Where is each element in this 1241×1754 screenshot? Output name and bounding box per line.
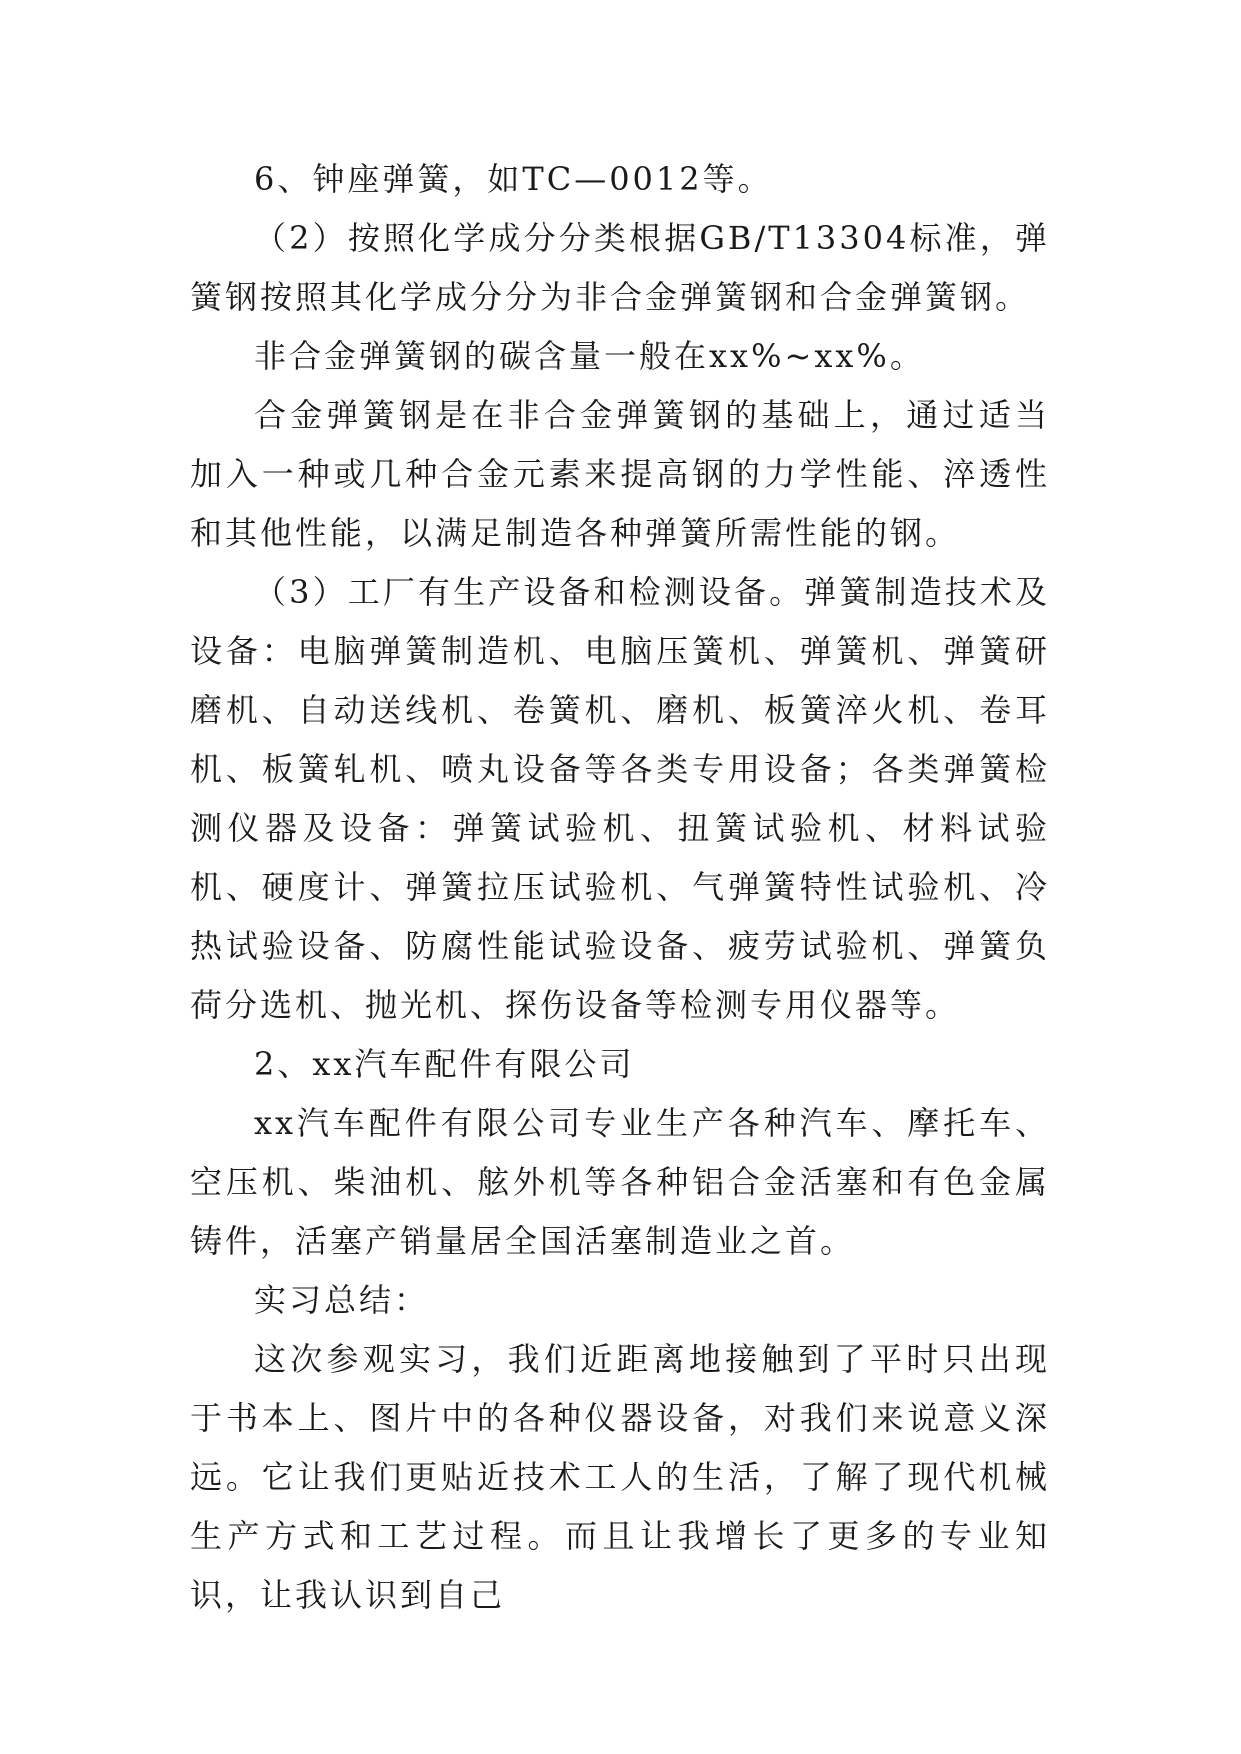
paragraph-alloy-spring-steel: 合金弹簧钢是在非合金弹簧钢的基础上，通过适当加入一种或几种合金元素来提高钢的力学性能、淬透性和其他性能，以满足制造各种弹簧所需性能的钢。	[190, 396, 1050, 552]
paragraph-spring-type-6: 6、钟座弹簧，如TC—0012等。	[254, 160, 773, 198]
paragraph-summary-text: 这次参观实习，我们近距离地接触到了平时只出现于书本上、图片中的各种仪器设备，对我们来说意义深远。它让我们更贴近技术工人的生活，了解了现代机械生产方式和工艺过程。而且让我增长了更多的专业知识，让我认识到自己	[190, 1340, 1050, 1614]
paragraph-chemical-classification: （2）按照化学成分分类根据GB/T13304标准，弹簧钢按照其化学成分分为非合金弹簧钢和合金弹簧钢。	[190, 219, 1050, 316]
heading-internship-summary: 实习总结：	[254, 1281, 430, 1319]
heading-company-2: 2、xx汽车配件有限公司	[254, 1045, 635, 1083]
paragraph-factory-equipment: （3）工厂有生产设备和检测设备。弹簧制造技术及设备：电脑弹簧制造机、电脑压簧机、弹簧机、弹簧研磨机、自动送线机、卷簧机、磨机、板簧淬火机、卷耳机、板簧轧机、喷丸设备等各类专用设备；各类弹簧检测仪器及设备：弹簧试验机、扭簧试验机、材料试验机、硬度计、弹簧拉压试验机、气弹簧特性试验机、冷热试验设备、防腐性能试验设备、疲劳试验机、弹簧负荷分选机、抛光机、探伤设备等检测专用仪器等。	[190, 573, 1050, 1024]
document-body	[190, 150, 1050, 1625]
paragraph-company-description: xx汽车配件有限公司专业生产各种汽车、摩托车、空压机、柴油机、舷外机等各种铝合金活塞和有色金属铸件，活塞产销量居全国活塞制造业之首。	[190, 1104, 1050, 1260]
paragraph-non-alloy-carbon: 非合金弹簧钢的碳含量一般在xx%~xx%。	[254, 337, 925, 375]
